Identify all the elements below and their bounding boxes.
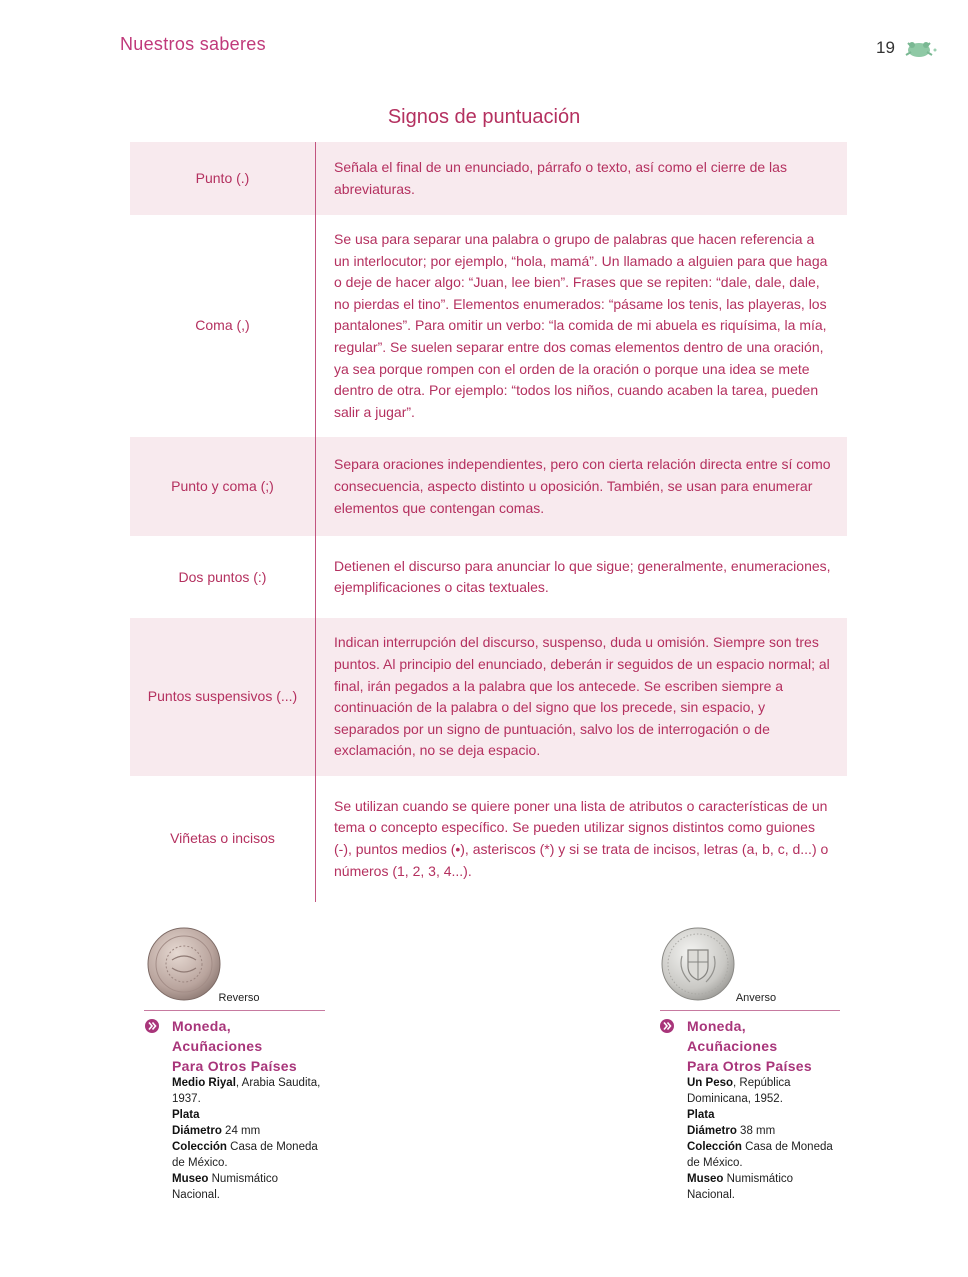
sign-description: Separa oraciones independientes, pero con cierta relación directa entre sí como consecuencia, aspecto distinto u oposición. También, se usan para enumerar elementos que contengan comas.: [316, 437, 848, 536]
sign-description: Señala el final de un enunciado, párrafo o texto, así como el cierre de las abreviaturas.: [316, 142, 848, 215]
punctuation-table: [130, 142, 847, 902]
coin-obverse-image: [660, 926, 736, 1002]
sign-description: Se usa para separar una palabra o grupo de palabras que hacen referencia a un interlocutor; por ejemplo, “hola, mamá”. Un llamado a alguien para que haga o deje de hacer algo: “Juan, lee bien”. Frases que se repiten: “dale, dale, dale, no pierdas el tino”. Elementos enumerados: “pásame los tenis, las playeras, los pantalones”. Para omitir un verbo: “la comida de mi abuela es riquísima, la mía, regular”. Se suelen separar entre dos comas elementos dentro de una oración, ya sea porque rompen con el orden de la oración o porque una idea se mete dentro de otra. Por ejemplo: “todos los niños, cuando acaben la tarea, pueden salir a jugar”.: [334, 231, 828, 420]
chevron-right-icon: [660, 1019, 674, 1033]
table-row: [130, 142, 847, 215]
table-row: [130, 536, 847, 618]
sign-name: Dos puntos (:): [130, 536, 316, 618]
sign-name: Puntos suspensivos (...): [130, 618, 316, 776]
section-title: Nuestros saberes: [120, 34, 266, 54]
coin-caption: Reverso: [218, 992, 260, 1004]
sign-name: Viñetas o incisos: [130, 776, 316, 902]
coin-title: Moneda, Acuñaciones Para Otros Países: [687, 1018, 812, 1074]
table-title: Signos de puntuación: [387, 106, 581, 128]
coin-reverse-image: [146, 926, 222, 1002]
sign-name: Punto (.): [130, 142, 316, 215]
divider: [660, 1010, 840, 1011]
sign-description: Indican interrupción del discurso, suspenso, duda u omisión. Siempre son tres puntos. Al principio del enunciado, deberán ir seguidos de un espacio normal; al final, irán pegados a la palabra que los antecede. Se escriben siempre a continuación de la palabra o del signo que los precede, sin espacio, y separados por un signo de puntuación, salvo los de interrogación o de exclamación, no se deja espacio.: [316, 618, 848, 776]
page-number: 19: [876, 38, 895, 57]
table-row: [130, 215, 847, 437]
coin-details: Un Peso, República Dominicana, 1952. Plata Diámetro 38 mm Colección Casa de Moneda de México. Museo Numismático Nacional.: [687, 1077, 833, 1201]
coin-caption: Anverso: [735, 992, 777, 1004]
table-row: [130, 776, 847, 902]
table-row: [130, 618, 847, 776]
coin-title: Moneda, Acuñaciones Para Otros Países: [172, 1018, 297, 1074]
chevron-right-icon: [145, 1019, 159, 1033]
sign-description: Se utilizan cuando se quiere poner una lista de atributos o características de un tema o concepto específico. Se pueden utilizar signos distintos como guiones (-), puntos medios (•), asteriscos (*) y si se trata de incisos, letras (a, b, c, d...) o números (1, 2, 3, 4...).: [334, 797, 829, 879]
sign-name: Punto y coma (;): [130, 437, 316, 536]
sign-name: Coma (,): [130, 215, 316, 437]
coin-details: Medio Riyal, Arabia Saudita, 1937. Plata Diámetro 24 mm Colección Casa de Moneda de México. Museo Numismático Nacional.: [172, 1077, 321, 1201]
sign-description: Detienen el discurso para anunciar lo que sigue; generalmente, enumeraciones, ejemplificaciones o citas textuales.: [334, 557, 831, 596]
frog-decoration-icon: [902, 37, 938, 63]
divider: [144, 1010, 325, 1011]
table-row: [130, 437, 847, 536]
